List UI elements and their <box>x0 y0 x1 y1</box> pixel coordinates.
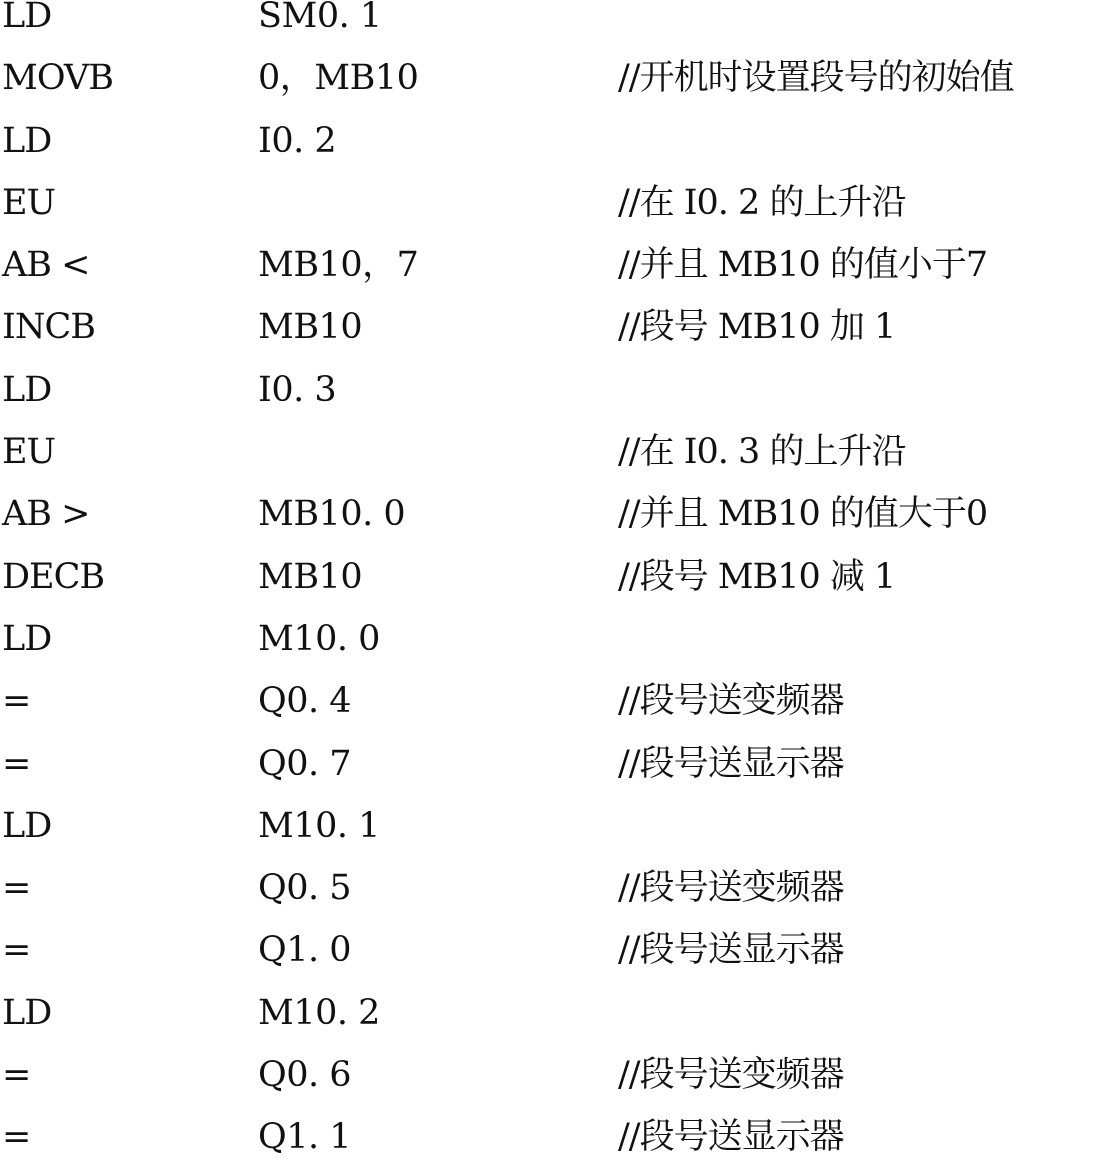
operand: MB10 <box>258 556 363 597</box>
instruction: MOVB <box>2 58 113 99</box>
instruction: AB > <box>2 494 90 535</box>
instruction: = <box>2 1117 31 1158</box>
comment: //段号 MB10 减 1 <box>618 556 896 597</box>
code-line <box>0 234 1117 296</box>
operand: Q0. 7 <box>258 743 351 784</box>
instruction: = <box>2 743 31 784</box>
code-line <box>0 546 1117 608</box>
code-line <box>0 1106 1117 1168</box>
code-line <box>0 0 1117 47</box>
operand: SM0. 1 <box>258 0 382 36</box>
code-line <box>0 982 1117 1044</box>
comment: //在 I0. 2 的上升沿 <box>618 182 906 223</box>
code-line <box>0 296 1117 358</box>
code-line <box>0 608 1117 670</box>
instruction: LD <box>2 120 52 161</box>
comment: //并且 MB10 的值大于0 <box>618 494 988 535</box>
comment: //在 I0. 3 的上升沿 <box>618 432 906 473</box>
operand: Q1. 1 <box>258 1117 351 1158</box>
code-line <box>0 47 1117 109</box>
comment: //段号 MB10 加 1 <box>618 307 896 348</box>
operand: M10. 0 <box>258 618 380 659</box>
instruction: AB < <box>2 245 90 286</box>
instruction: LD <box>2 992 52 1033</box>
code-line <box>0 172 1117 234</box>
operand: MB10，7 <box>258 245 419 286</box>
code-line <box>0 421 1117 483</box>
comment: //开机时设置段号的初始值 <box>618 58 1014 99</box>
code-line <box>0 483 1117 545</box>
instruction: LD <box>2 805 52 846</box>
instruction: INCB <box>2 307 95 348</box>
operand: Q0. 4 <box>258 681 351 722</box>
operand: 0，MB10 <box>258 58 419 99</box>
instruction: DECB <box>2 556 105 597</box>
code-line <box>0 857 1117 919</box>
code-line <box>0 670 1117 732</box>
instruction: LD <box>2 618 52 659</box>
operand: Q0. 5 <box>258 868 351 909</box>
comment: //段号送显示器 <box>618 743 844 784</box>
operand: Q1. 0 <box>258 930 351 971</box>
instruction: = <box>2 681 31 722</box>
comment: //并且 MB10 的值小于7 <box>618 245 988 286</box>
comment: //段号送显示器 <box>618 930 844 971</box>
instruction: = <box>2 868 31 909</box>
code-line <box>0 733 1117 795</box>
operand: M10. 1 <box>258 805 380 846</box>
operand: MB10 <box>258 307 363 348</box>
operand: I0. 3 <box>258 369 337 410</box>
instruction: EU <box>2 432 56 473</box>
instruction: LD <box>2 0 52 36</box>
code-line <box>0 919 1117 981</box>
code-line <box>0 1044 1117 1106</box>
comment: //段号送变频器 <box>618 681 844 722</box>
operand: I0. 2 <box>258 120 337 161</box>
comment: //段号送变频器 <box>618 1055 844 1096</box>
instruction: = <box>2 930 31 971</box>
code-line <box>0 795 1117 857</box>
instruction: = <box>2 1055 31 1096</box>
code-line <box>0 359 1117 421</box>
operand: MB10. 0 <box>258 494 406 535</box>
operand: Q0. 6 <box>258 1055 351 1096</box>
operand: M10. 2 <box>258 992 380 1033</box>
code-line <box>0 110 1117 172</box>
comment: //段号送显示器 <box>618 1117 844 1158</box>
instruction: LD <box>2 369 52 410</box>
comment: //段号送变频器 <box>618 868 844 909</box>
instruction: EU <box>2 182 56 223</box>
